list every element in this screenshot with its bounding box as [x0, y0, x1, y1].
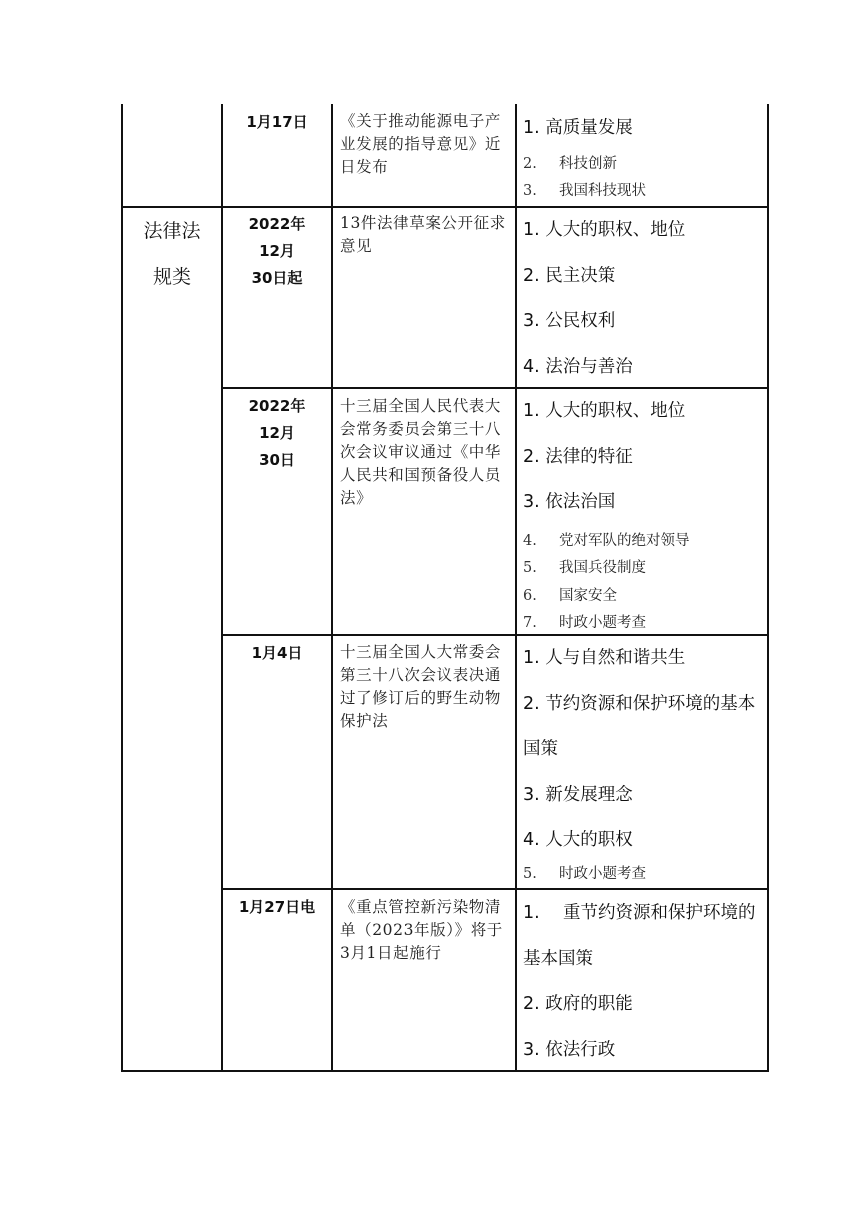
topic-item: [523, 610, 765, 638]
event-text: 十三届全国人大常委会第三十八次会议表决通过了修订后的野生动物保护法: [340, 643, 502, 730]
date-line: 12月: [259, 242, 295, 260]
topic-text: 科技创新: [559, 155, 617, 172]
topic-number: 4.: [523, 532, 537, 549]
event-cell: [340, 395, 510, 510]
event-text: 13件法律草案公开征求意见: [340, 214, 506, 255]
date-label: 1月17日: [246, 113, 308, 131]
topic-item: [523, 178, 765, 206]
date-cell: [223, 640, 331, 667]
date-line: 30日起: [251, 269, 303, 287]
topic-number: 6.: [523, 587, 537, 604]
topic-item: [523, 583, 765, 611]
topic-item: 2. 民主决策: [523, 265, 616, 286]
topic-item: 2. 法律的特征: [523, 446, 633, 467]
topic-number: 7.: [523, 615, 537, 631]
topic-text: 党对军队的绝对领导: [559, 532, 690, 549]
date-line: 30日: [259, 451, 295, 469]
category-cell: [123, 208, 221, 300]
topic-item: 3. 依法治国: [523, 492, 616, 512]
event-cell: [340, 896, 510, 965]
event-text: 十三届全国人民代表大会常务委员会第三十八次会议审议通过《中华人民共和国预备役人员法》: [340, 397, 502, 507]
topics-cell: [523, 389, 765, 638]
topics-cell: [523, 636, 765, 888]
table-col-divider-2: [331, 104, 333, 1072]
date-cell: [223, 393, 331, 474]
topic-text: 我国科技现状: [559, 183, 646, 199]
topic-item: 3. 公民权利: [523, 311, 616, 331]
topic-item: 4. 人大的职权: [523, 830, 633, 850]
topic-item: 3. 依法行政: [523, 1039, 616, 1060]
topics-cell: [523, 891, 765, 1073]
topic-number: 5.: [523, 560, 537, 576]
event-cell: [340, 212, 510, 258]
topic-number: 5.: [523, 865, 537, 882]
date-cell: [223, 109, 331, 136]
date-cell: [223, 894, 331, 921]
topic-item: 1. 人与自然和谐共生: [523, 648, 686, 668]
topic-text: 我国兵役制度: [559, 560, 646, 576]
date-line: 2022年: [248, 215, 306, 233]
topic-item: 2. 政府的职能: [523, 994, 633, 1014]
date-label: 1月4日: [251, 644, 303, 662]
topic-item: [523, 555, 765, 583]
topic-item: 4. 法治与善治: [523, 356, 633, 377]
topic-text: 国家安全: [559, 587, 617, 604]
topics-cell: [523, 106, 765, 206]
topic-item: [523, 528, 765, 556]
topic-item: [523, 861, 765, 889]
topic-item: [523, 891, 765, 982]
topic-item: 2. 节约资源和保护环境的基本国策: [523, 693, 756, 759]
date-line: 2022年: [248, 397, 306, 415]
topic-text: 节约资源和保护环境的基本国策: [523, 903, 756, 969]
topic-item: [523, 151, 765, 179]
row-divider: [221, 888, 769, 890]
category-label: 法律法规类: [143, 220, 201, 288]
event-cell: [340, 641, 510, 733]
topic-number: 1.: [523, 903, 540, 923]
topic-number: 3.: [523, 183, 537, 199]
event-text: 《重点管控新污染物清单（2023年版）》将于3月1日起施行: [340, 898, 503, 962]
topic-item: 1. 人大的职权、地位: [523, 401, 686, 421]
topic-number: 2.: [523, 155, 537, 172]
topic-text: 时政小题考查: [559, 865, 646, 882]
table-right-border: [767, 104, 769, 1072]
topic-item: 3. 新发展理念: [523, 784, 633, 805]
topics-cell: [523, 208, 765, 390]
event-cell: [340, 110, 510, 179]
topic-prefix: 重: [563, 903, 581, 923]
date-line: 12月: [259, 424, 295, 442]
event-text: 《关于推动能源电子产业发展的指导意见》近日发布: [340, 112, 502, 176]
topic-text: 时政小题考查: [559, 615, 646, 631]
table-col-divider-3: [515, 104, 517, 1072]
topic-item: 1. 人大的职权、地位: [523, 220, 686, 240]
topic-item: 1. 高质量发展: [523, 118, 633, 138]
date-cell: [223, 211, 331, 292]
date-label: 1月27日电: [238, 898, 316, 916]
